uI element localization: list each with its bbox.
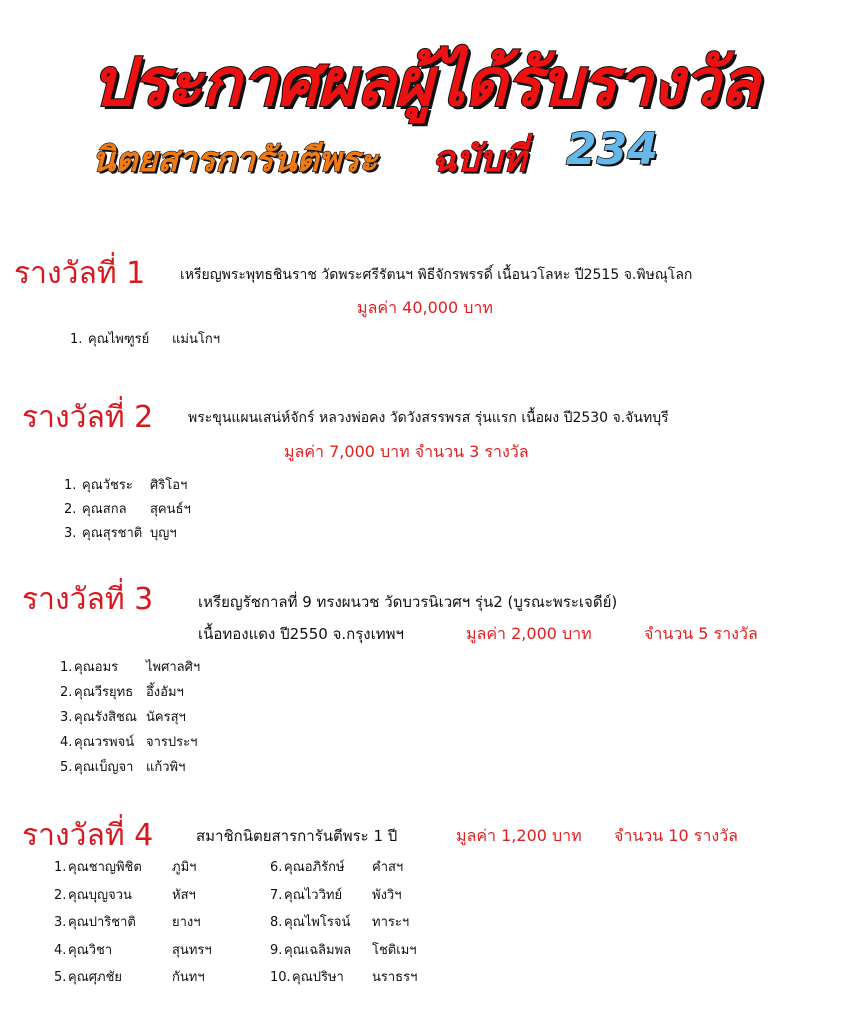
magazine-name: นิตยสารการันตีพระ [92, 140, 378, 180]
issue-label: ฉบับที่ [432, 139, 526, 180]
winner-number: 1. [64, 478, 77, 493]
winner-first-name: คุณไพโรจน์ [284, 915, 351, 930]
prize-4-winner [270, 911, 409, 932]
prize-3-winner [60, 731, 197, 752]
prize-4-winner [54, 884, 196, 905]
winner-first-name: คุณสุรชาติ [82, 526, 143, 541]
prize-2-winner [64, 498, 191, 519]
prize-4-winner [270, 884, 402, 905]
prize-4-label: รางวัลที่ 4 [22, 818, 154, 853]
winner-number: 5. [60, 760, 73, 775]
prize-2-value: มูลค่า 7,000 บาท จำนวน 3 รางวัล [284, 442, 529, 461]
winner-first-name: คุณสกล [82, 502, 127, 517]
winner-number: 6. [270, 860, 283, 875]
prize-2-description: พระขุนแผนเสน่ห์จักร์ หลวงพ่อคง วัดวังสรรพรส รุ่นแรก เนื้อผง ปี2530 จ.จันทบุรี [188, 410, 669, 426]
winner-last-name: ภูมิฯ [172, 860, 197, 875]
winner-number: 1. [54, 860, 67, 875]
issue-number: 234 [566, 124, 658, 175]
winner-last-name: สุนทรฯ [172, 943, 212, 958]
prize-4-winner [270, 966, 417, 987]
prize-3-value: มูลค่า 2,000 บาท [466, 624, 592, 643]
winner-number: 8. [270, 915, 283, 930]
winner-first-name: คุณปาริชาติ [68, 915, 136, 930]
prize-4-winner [54, 966, 205, 987]
winner-first-name: คุณเบ็ญจา [74, 760, 134, 775]
winner-first-name: คุณวัชระ [82, 478, 133, 493]
winner-last-name: หัสฯ [172, 888, 196, 903]
prize-4-description: สมาชิกนิตยสารการันตีพระ 1 ปี [196, 827, 398, 845]
winner-last-name: คำสฯ [372, 860, 404, 875]
winner-number: 9. [270, 943, 283, 958]
prize-3-count: จำนวน 5 รางวัล [644, 624, 758, 643]
winner-number: 4. [60, 735, 73, 750]
winner-last-name: โชติเมฯ [372, 943, 417, 958]
winner-last-name: ทาระฯ [372, 915, 410, 930]
prize-3-winner [60, 706, 186, 727]
winner-first-name: คุณวรพจน์ [74, 735, 135, 750]
winner-last-name: บุญฯ [150, 526, 177, 541]
prize-4-value: มูลค่า 1,200 บาท [456, 826, 582, 845]
prize-3-label: รางวัลที่ 3 [22, 582, 154, 617]
prize-3-winner [60, 656, 200, 677]
winner-last-name: นัครสุฯ [146, 710, 186, 725]
prize-1-value: มูลค่า 40,000 บาท [357, 298, 493, 317]
prize-1-label: รางวัลที่ 1 [14, 256, 146, 291]
winner-first-name: คุณชาญพิชิต [68, 860, 142, 875]
winner-last-name: จารประฯ [146, 735, 198, 750]
winner-number: 3. [64, 526, 77, 541]
winner-first-name: คุณบุญจวน [68, 888, 132, 903]
prize-4-winner [54, 856, 196, 877]
prize-3-description-line2: เนื้อทองแดง ปี2550 จ.กรุงเทพฯ [198, 625, 404, 643]
prize-3-winner [60, 681, 184, 702]
winner-first-name: คุณไววิทย์ [284, 888, 343, 903]
winner-number: 5. [54, 970, 67, 985]
winner-number: 2. [64, 502, 77, 517]
winner-last-name: กันทฯ [172, 970, 205, 985]
winner-first-name: คุณวีรยุทธ [74, 685, 134, 700]
winner-last-name: อึ้งอัมฯ [146, 685, 184, 700]
winner-number: 1. [70, 332, 83, 347]
winner-number: 2. [60, 685, 73, 700]
prize-4-winner [270, 939, 417, 960]
winner-number: 10. [270, 970, 291, 985]
winner-first-name: คุณปริษา [292, 970, 344, 985]
prize-2-label: รางวัลที่ 2 [22, 400, 154, 435]
prize-3-description: เหรียญรัชกาลที่ 9 ทรงผนวช วัดบวรนิเวศฯ รุ่น2 (บูรณะพระเจดีย์) [198, 593, 618, 611]
winner-last-name: ศิริโอฯ [150, 478, 188, 493]
winner-first-name: คุณรังสิชณ [74, 710, 137, 725]
prize-1-winner [70, 328, 220, 349]
winner-first-name: คุณไพฑูรย์ [88, 332, 150, 347]
winner-first-name: คุณเฉลิมพล [284, 943, 352, 958]
prize-4-winner [54, 939, 212, 960]
winner-number: 7. [270, 888, 283, 903]
prize-2-winner [64, 474, 187, 495]
prize-3-winner [60, 756, 185, 777]
prize-4-count: จำนวน 10 รางวัล [614, 826, 738, 845]
winner-number: 2. [54, 888, 67, 903]
winner-last-name: ยางฯ [172, 915, 201, 930]
prize-1-description: เหรียญพระพุทธชินราช วัดพระศรีรัตนฯ พิธีจักรพรรดิ์ เนื้อนวโลหะ ปี2515 จ.พิษณุโลก [180, 267, 693, 283]
winner-last-name: สุคนธ์ฯ [150, 502, 191, 517]
winner-first-name: คุณอภิรักษ์ [284, 860, 345, 875]
winner-first-name: คุณศุภชัย [68, 970, 123, 985]
winner-number: 3. [54, 915, 67, 930]
winner-number: 3. [60, 710, 73, 725]
winner-last-name: พังวิฯ [372, 888, 402, 903]
winner-first-name: คุณอมร [74, 660, 119, 675]
winner-number: 4. [54, 943, 67, 958]
winner-first-name: คุณวิชา [68, 943, 113, 958]
page-title: ประกาศผลผู้ได้รับรางวัล [91, 44, 759, 121]
prize-4-winner [54, 911, 201, 932]
winner-number: 1. [60, 660, 73, 675]
prize-4-winner [270, 856, 403, 877]
prize-2-winner [64, 522, 177, 543]
winner-last-name: แก้วพิฯ [146, 760, 186, 775]
winner-last-name: แม่นโกฯ [172, 332, 220, 347]
winner-last-name: นราธรฯ [372, 970, 418, 985]
winner-last-name: ไพศาลศิฯ [146, 660, 201, 675]
